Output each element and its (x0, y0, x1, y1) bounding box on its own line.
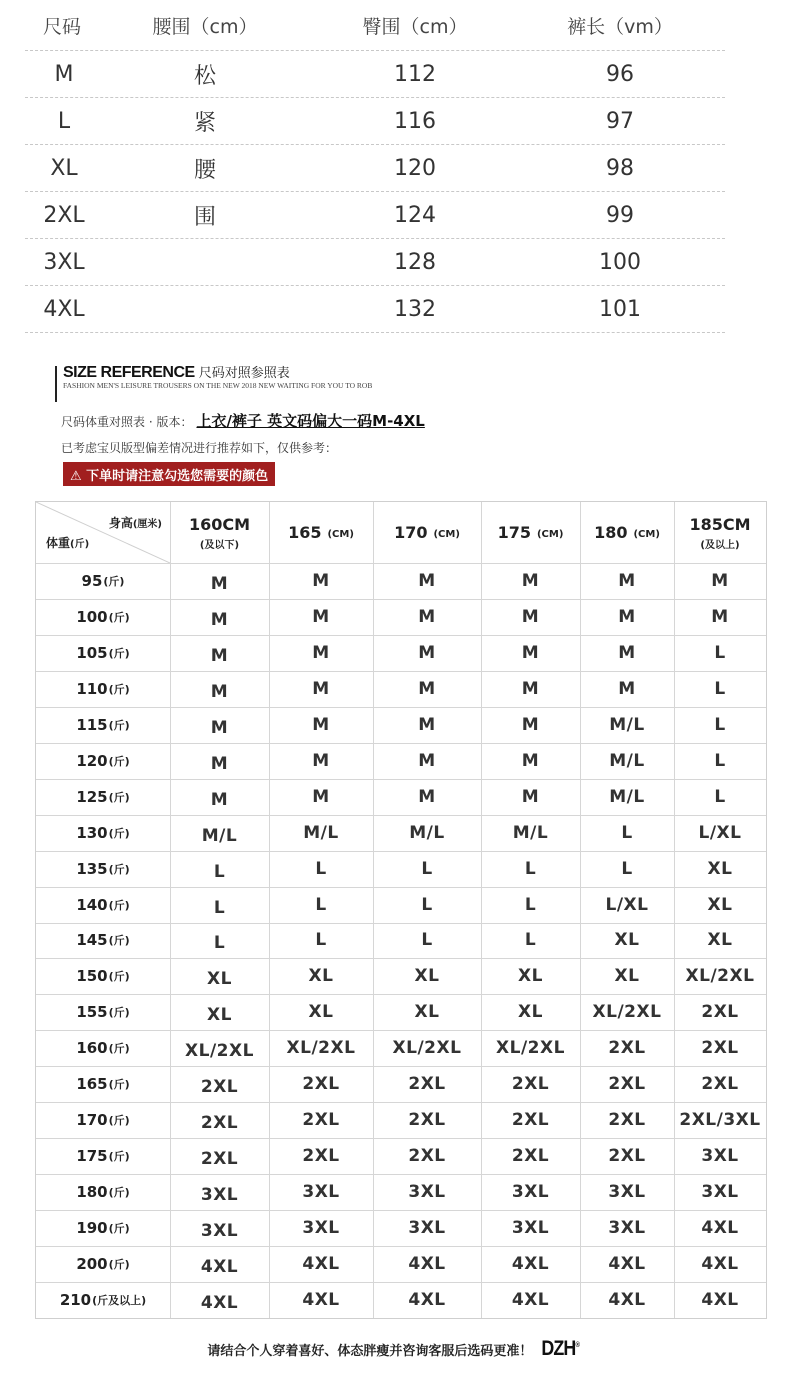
height-column-value: 165 (288, 523, 322, 542)
weight-row-header (36, 1030, 170, 1066)
weight-value: 200 (76, 1255, 108, 1274)
weight-value: 130 (76, 823, 108, 842)
size-recommendation-cell: M (618, 606, 636, 627)
weight-unit: (斤) (108, 826, 130, 840)
size-recommendation-cell: 3XL (608, 1182, 646, 1203)
size-recommendation-cell: M (312, 678, 330, 699)
size-recommendation-cell: 4XL (408, 1290, 446, 1311)
weight-unit: (斤) (108, 1258, 130, 1272)
size-recommendation-cell: 2XL (608, 1110, 646, 1131)
size-recommendation-cell: L (714, 678, 726, 699)
size-recommendation-cell: XL (207, 969, 232, 990)
size-recommendation-cell: M/L (609, 714, 645, 735)
size-recommendation-cell: M (210, 573, 229, 594)
size-recommendation-cell: XL/2XL (286, 1038, 356, 1059)
size-recommendation-cell: XL (207, 1005, 232, 1026)
size-recommendation-cell: M (210, 681, 229, 702)
size-recommendation-cell: 2XL (701, 1002, 739, 1023)
weight-row-header (36, 923, 170, 959)
height-axis-label (109, 514, 162, 531)
grid-corner (36, 502, 170, 563)
weight-row-header (36, 851, 170, 887)
size-recommendation-cell: M (521, 750, 540, 771)
weight-unit: (斤) (108, 1114, 130, 1128)
size-recommendation-cell: M (521, 678, 540, 699)
size-recommendation-cell: L/XL (698, 822, 742, 843)
weight-row-header (36, 599, 170, 635)
size-table-cell-waist (155, 286, 255, 332)
size-recommendation-cell: M (312, 570, 330, 591)
size-recommendation-cell: 3XL (608, 1218, 646, 1239)
size-table-cell-length: 99 (606, 202, 634, 228)
height-axis-unit: (厘米) (132, 519, 162, 530)
weight-unit: (斤) (108, 1222, 130, 1236)
size-recommendation-cell: M (312, 786, 330, 807)
size-table-header (25, 0, 725, 51)
size-recommendation-cell: M (418, 570, 436, 591)
weight-value: 155 (76, 1003, 108, 1022)
size-recommendation-cell: L (421, 858, 433, 879)
size-recommendation-cell: 2XL (200, 1077, 239, 1098)
weight-value: 105 (76, 643, 108, 662)
size-table-cell-length: 96 (606, 61, 634, 87)
weight-row-header (36, 1066, 170, 1102)
size-table-cell-waist: 围 (193, 204, 216, 230)
size-recommendation-cell: L (621, 822, 633, 843)
size-recommendation-cell: 2XL (608, 1074, 646, 1095)
registered-mark: ® (575, 1342, 580, 1349)
size-recommendation-cell: M (418, 786, 436, 807)
size-table-cell-size: 2XL (43, 202, 85, 228)
height-column-unit: (CM) (433, 528, 460, 540)
weight-unit: (斤及以上) (92, 1294, 147, 1308)
size-recommendation-cell: M (618, 642, 636, 663)
size-recommendation-cell: 2XL (608, 1038, 646, 1059)
weight-unit: (斤) (108, 934, 130, 948)
size-recommendation-cell: M (312, 750, 330, 771)
weight-value: 165 (76, 1075, 108, 1094)
size-table-cell-hip: 128 (394, 249, 436, 275)
size-recommendation-cell: 2XL (511, 1074, 550, 1095)
size-recommendation-cell: 2XL (302, 1074, 340, 1095)
size-recommendation-cell: M (418, 714, 436, 735)
size-table-cell-size: 3XL (43, 249, 85, 275)
weight-row-header (36, 563, 170, 599)
weight-value: 115 (76, 715, 108, 734)
size-recommendation-cell: 2XL (701, 1074, 739, 1095)
recommendation-note: 已考虑宝贝版型偏差情况进行推荐如下，仅供参考： (61, 441, 338, 455)
weight-row-header (36, 707, 170, 743)
weight-unit: (斤) (108, 1006, 130, 1020)
size-recommendation-cell: M (521, 606, 540, 627)
size-table (25, 0, 725, 333)
height-column-value: 175 (497, 523, 531, 542)
size-recommendation-cell: L (315, 894, 327, 915)
weight-row-header (36, 635, 170, 671)
size-recommendation-cell: 2XL (701, 1038, 739, 1059)
version-prefix: 尺码体重对照表 · 版本： (61, 415, 193, 429)
weight-unit: (斤) (108, 682, 130, 696)
weight-unit: (斤) (108, 1078, 130, 1092)
height-column-unit: (CM) (536, 528, 564, 540)
reference-subtitle: FASHION MEN'S LEISURE TROUSERS ON THE NEW 2018 NEW WAITING FOR YOU TO ROB (63, 381, 373, 390)
size-recommendation-cell: M (711, 606, 729, 627)
weight-value: 135 (76, 859, 108, 878)
weight-value: 180 (76, 1183, 108, 1202)
size-recommendation-cell: M (210, 609, 229, 630)
size-recommendation-cell: M/L (201, 825, 238, 846)
version-line (61, 410, 425, 431)
weight-row-header (36, 1174, 170, 1210)
size-recommendation-cell: M (521, 642, 540, 663)
size-recommendation-cell: 3XL (302, 1218, 340, 1239)
size-recommendation-cell: M (210, 717, 229, 738)
size-recommendation-cell: M (312, 606, 330, 627)
weight-value: 120 (76, 751, 108, 770)
size-recommendation-cell: L (621, 858, 633, 879)
reference-title-en: SIZE REFERENCE (63, 364, 195, 381)
weight-row-header (36, 958, 170, 994)
weight-unit: (斤) (108, 1150, 130, 1164)
size-recommendation-cell: M (312, 714, 330, 735)
size-table-cell-waist: 紧 (193, 110, 216, 136)
size-recommendation-cell: 2XL (200, 1149, 239, 1170)
height-column-header (674, 502, 766, 563)
height-column-header (580, 502, 674, 563)
size-recommendation-cell: 4XL (511, 1290, 550, 1311)
weight-value: 170 (76, 1111, 108, 1130)
size-table-cell-length: 97 (606, 108, 634, 134)
size-table-cell-hip: 120 (394, 155, 436, 181)
size-recommendation-cell: 2XL (302, 1110, 340, 1131)
weight-height-grid (35, 501, 767, 1319)
size-recommendation-cell: XL (707, 858, 733, 879)
corner-diagonal (36, 502, 170, 563)
size-table-cell-hip: 124 (394, 202, 436, 228)
size-recommendation-cell: 4XL (200, 1257, 239, 1278)
size-recommendation-cell: 3XL (302, 1182, 340, 1203)
size-recommendation-cell: 4XL (302, 1290, 340, 1311)
size-recommendation-cell: 2XL/3XL (679, 1110, 761, 1131)
weight-unit: (斤) (108, 790, 130, 804)
weight-row-header (36, 1282, 170, 1318)
size-recommendation-cell: 3XL (408, 1182, 446, 1203)
size-table-cell-hip: 116 (394, 108, 436, 134)
brand-logo (542, 1337, 580, 1361)
size-table-cell-waist: 松 (193, 63, 216, 89)
size-recommendation-cell: L (421, 930, 433, 951)
height-column-header (269, 502, 373, 563)
size-recommendation-cell: M (418, 750, 436, 771)
height-column-value: 185CM (689, 514, 751, 534)
size-recommendation-cell: M (418, 642, 436, 663)
size-table-row (25, 51, 725, 98)
size-table-cell-waist (155, 239, 255, 285)
accent-bar (55, 366, 57, 402)
header-waist: 腰围（cm） (152, 15, 258, 38)
height-column-unit: (CM) (633, 528, 660, 540)
height-column-unit: (CM) (327, 528, 354, 540)
size-recommendation-cell: 4XL (302, 1254, 340, 1275)
size-table-cell-waist: 腰 (193, 157, 216, 183)
weight-row-header (36, 815, 170, 851)
size-recommendation-cell: 4XL (408, 1254, 446, 1275)
weight-value: 95 (81, 571, 103, 590)
size-recommendation-cell: L (524, 858, 537, 879)
weight-value: 210 (59, 1291, 92, 1310)
header-hip: 臀围（cm） (362, 15, 468, 38)
weight-unit: (斤) (108, 1186, 130, 1200)
size-recommendation-cell: M (312, 642, 330, 663)
size-recommendation-cell: XL (518, 1002, 543, 1023)
size-table-row (25, 239, 725, 286)
weight-row-header (36, 1246, 170, 1282)
size-recommendation-cell: M/L (609, 750, 645, 771)
weight-value: 100 (76, 607, 108, 626)
size-recommendation-cell: 4XL (701, 1254, 739, 1275)
size-table-row (25, 145, 725, 192)
weight-value: 110 (76, 679, 108, 698)
height-column-value: 160CM (188, 514, 251, 534)
color-warning-badge: ⚠ 下单时请注意勾选您需要的颜色 (63, 462, 275, 486)
size-table-cell-hip: 132 (394, 296, 436, 322)
size-recommendation-cell: L (421, 894, 433, 915)
size-recommendation-cell: 4XL (608, 1254, 646, 1275)
size-recommendation-cell: L (714, 714, 726, 735)
size-table-row (25, 192, 725, 239)
size-recommendation-cell: L (315, 930, 327, 951)
size-recommendation-cell: M (418, 606, 436, 627)
weight-row-header (36, 887, 170, 923)
size-recommendation-cell: 3XL (701, 1182, 739, 1203)
size-recommendation-cell: XL/2XL (592, 1002, 662, 1023)
size-table-cell-length: 100 (599, 249, 641, 275)
height-column-header (373, 502, 481, 563)
version-emphasis: 上衣/裤子 英文码偏大一码M-4XL (196, 412, 425, 430)
height-axis-text: 身高 (108, 516, 133, 530)
weight-unit: (斤) (103, 574, 125, 588)
size-recommendation-cell: 2XL (408, 1074, 446, 1095)
size-recommendation-cell: M (711, 570, 729, 591)
size-recommendation-cell: XL (308, 966, 334, 987)
size-recommendation-cell: XL (414, 1002, 440, 1023)
size-table-cell-size: XL (50, 155, 78, 181)
height-column-header (481, 502, 580, 563)
size-recommendation-cell: XL/2XL (496, 1038, 565, 1059)
size-recommendation-cell: M/L (512, 822, 549, 843)
size-recommendation-cell: M (210, 645, 229, 666)
size-recommendation-cell: 3XL (511, 1182, 550, 1203)
weight-row-header (36, 671, 170, 707)
size-recommendation-cell: M (521, 714, 540, 735)
size-recommendation-cell: 3XL (408, 1218, 446, 1239)
weight-value: 175 (76, 1147, 108, 1166)
weight-row-header (36, 1102, 170, 1138)
weight-value: 160 (76, 1039, 108, 1058)
size-recommendation-cell: M/L (609, 786, 645, 807)
weight-value: 145 (76, 931, 108, 950)
size-recommendation-cell: XL (414, 966, 440, 987)
brand-logo-text: DZH (541, 1337, 576, 1360)
size-recommendation-cell: L (315, 858, 327, 879)
size-recommendation-cell: L (714, 750, 726, 771)
reference-title (63, 362, 290, 382)
size-recommendation-cell: 3XL (511, 1218, 550, 1239)
size-recommendation-cell: 2XL (200, 1113, 239, 1134)
weight-value: 140 (76, 895, 108, 914)
weight-unit: (斤) (108, 610, 130, 624)
weight-value: 125 (76, 787, 108, 806)
footer (0, 1336, 790, 1362)
reference-title-cn: 尺码对照参照表 (198, 366, 290, 381)
size-table-cell-size: M (54, 61, 74, 87)
size-table-cell-length: 101 (599, 296, 641, 322)
size-recommendation-cell: XL (614, 966, 640, 987)
size-recommendation-cell: L (524, 930, 537, 951)
size-recommendation-cell: 2XL (408, 1110, 446, 1131)
weight-axis-label (46, 534, 89, 551)
size-recommendation-cell: M/L (303, 822, 339, 843)
weight-value: 190 (76, 1219, 108, 1238)
size-recommendation-cell: L (213, 897, 226, 918)
weight-row-header (36, 743, 170, 779)
size-table-cell-hip: 112 (394, 61, 436, 87)
size-recommendation-cell: M/L (409, 822, 445, 843)
size-recommendation-cell: L (524, 894, 537, 915)
size-recommendation-cell: M (521, 570, 540, 591)
size-recommendation-cell: 4XL (701, 1290, 739, 1311)
weight-unit: (斤) (108, 754, 130, 768)
size-recommendation-cell: M (210, 753, 229, 774)
size-recommendation-cell: XL/2XL (185, 1041, 254, 1062)
size-recommendation-cell: 2XL (511, 1146, 550, 1167)
size-recommendation-cell: 3XL (701, 1146, 739, 1167)
size-recommendation-cell: 3XL (200, 1185, 239, 1206)
size-recommendation-cell: L (714, 642, 726, 663)
weight-row-header (36, 1210, 170, 1246)
size-recommendation-cell: L/XL (605, 894, 649, 915)
size-recommendation-cell: M (618, 570, 636, 591)
size-recommendation-cell: M (618, 678, 636, 699)
size-table-cell-length: 98 (606, 155, 634, 181)
weight-axis-text: 体重 (46, 536, 71, 550)
size-recommendation-cell: 4XL (511, 1254, 550, 1275)
weight-row-header (36, 779, 170, 815)
height-column-unit: (及以上) (700, 539, 740, 551)
size-table-cell-size: L (57, 108, 71, 134)
size-table-row (25, 286, 725, 333)
height-column-header (170, 502, 269, 563)
size-recommendation-cell: M (521, 786, 540, 807)
size-recommendation-cell: 2XL (511, 1110, 550, 1131)
size-recommendation-cell: XL (518, 966, 543, 987)
size-recommendation-cell: 2XL (408, 1146, 446, 1167)
height-column-value: 170 (394, 523, 428, 542)
weight-unit: (斤) (108, 1042, 130, 1056)
weight-unit: (斤) (108, 970, 130, 984)
height-column-unit: (及以下) (199, 539, 240, 551)
weight-value: 150 (76, 967, 108, 986)
size-recommendation-cell: L (213, 933, 226, 954)
size-recommendation-cell: 3XL (200, 1221, 239, 1242)
size-recommendation-cell: L (213, 861, 226, 882)
height-column-value: 180 (594, 523, 628, 542)
size-table-cell-size: 4XL (43, 296, 85, 322)
size-recommendation-cell: L (714, 786, 726, 807)
weight-row-header (36, 1138, 170, 1174)
weight-unit: (斤) (108, 898, 130, 912)
size-recommendation-cell: 2XL (608, 1146, 646, 1167)
size-recommendation-cell: XL (308, 1002, 334, 1023)
size-recommendation-cell: XL (707, 930, 733, 951)
size-recommendation-cell: 4XL (200, 1293, 239, 1314)
weight-axis-unit: (斤) (70, 539, 90, 550)
size-recommendation-cell: XL/2XL (685, 966, 755, 987)
weight-unit: (斤) (108, 718, 130, 732)
header-length: 裤长（vm） (567, 15, 673, 38)
size-recommendation-cell: 4XL (701, 1218, 739, 1239)
size-recommendation-cell: XL (614, 930, 640, 951)
size-recommendation-cell: M (418, 678, 436, 699)
size-recommendation-cell: M (210, 789, 229, 810)
header-size: 尺码 (43, 15, 82, 38)
size-recommendation-cell: 2XL (302, 1146, 340, 1167)
size-recommendation-cell: XL (707, 894, 733, 915)
size-recommendation-cell: XL/2XL (392, 1038, 462, 1059)
size-table-row (25, 98, 725, 145)
footer-note: 请结合个人穿着喜好、体态胖瘦并咨询客服后选码更准！ (207, 1343, 533, 1359)
weight-row-header (36, 994, 170, 1030)
size-recommendation-cell: 4XL (608, 1290, 646, 1311)
weight-unit: (斤) (108, 646, 130, 660)
weight-unit: (斤) (108, 862, 130, 876)
